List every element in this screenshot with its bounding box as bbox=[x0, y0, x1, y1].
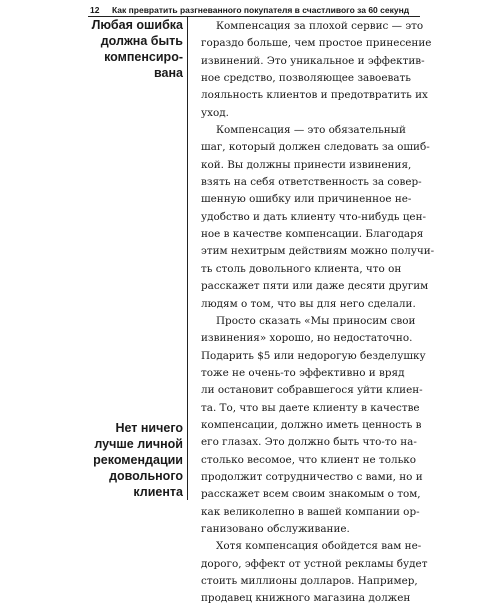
body-line: компенсации, должно иметь ценность в bbox=[201, 418, 422, 431]
body-line: взять на себя ответственность за совер- bbox=[201, 176, 422, 189]
running-header bbox=[90, 4, 420, 16]
body-line: стоить миллионы долларов. Например, bbox=[201, 575, 418, 587]
body-line: ганизовано обслуживание. bbox=[201, 522, 350, 535]
body-line: ное в качестве компенсации. Благодаря bbox=[201, 228, 424, 241]
margin-rule bbox=[187, 16, 188, 500]
sidehead-compensation bbox=[88, 17, 183, 81]
body-line: извинений. Это уникальное и эффектив- bbox=[201, 54, 425, 67]
sidehead-line: рекомендации bbox=[93, 453, 183, 467]
body-line: кой. Вы должны принести извинения, bbox=[201, 158, 412, 171]
sidehead-line: должна быть bbox=[100, 34, 183, 48]
body-line: продавец книжного магазина должен bbox=[201, 592, 411, 605]
sidehead-recommendation bbox=[88, 420, 183, 500]
body-line: людям о том, что вы для него сделали. bbox=[201, 297, 416, 310]
body-line: продолжит сотрудничество с вами, но и bbox=[201, 470, 423, 483]
sidehead-line: клиента bbox=[133, 485, 183, 499]
body-line: этим нехитрым действиям можно получи- bbox=[201, 245, 435, 258]
body-line: его глазах. Это должно быть что-то на- bbox=[201, 436, 417, 449]
sidehead-line: Нет ничего bbox=[115, 421, 183, 435]
body-line: лояльность клиентов и предотвратить их bbox=[201, 89, 428, 102]
body-line: расскажет пяти или даже десяти другим bbox=[201, 280, 429, 293]
body-line: столько весомое, что клиент не только bbox=[201, 453, 417, 466]
body-line: извинения» хорошо, но недостаточно. bbox=[201, 332, 413, 345]
body-line: Просто сказать «Мы приносим свои bbox=[216, 314, 416, 327]
body-line: ли остановит собравшегося уйти клиен- bbox=[201, 384, 423, 397]
page-number: 12 bbox=[90, 5, 100, 15]
body-line: ть столь довольного клиента, что он bbox=[201, 262, 402, 275]
body-line: та. То, что вы даете клиенту в качестве bbox=[201, 401, 420, 414]
body-line: удобство и дать клиенту что-нибудь цен- bbox=[201, 210, 427, 223]
body-line: уход. bbox=[201, 106, 229, 119]
body-line: тоже не очень-то эффективно и вряд bbox=[201, 366, 405, 379]
sidehead-line: компенсиро- bbox=[104, 50, 183, 64]
body-line: шенную ошибку или причиненное не- bbox=[201, 193, 412, 206]
body-line: дорого, эффект от устной рекламы будет bbox=[201, 557, 428, 570]
body-text bbox=[201, 18, 435, 608]
body-line: Компенсация за плохой сервис — это bbox=[216, 20, 424, 32]
body-line: Хотя компенсация обойдется вам не- bbox=[216, 540, 422, 553]
body-line: расскажет всем своим знакомым о том, bbox=[201, 488, 421, 501]
body-line: Подарить $5 или недорогую безделушку bbox=[201, 349, 426, 362]
sidehead-line: Любая ошибка bbox=[91, 18, 183, 32]
sidehead-line: лучше личной bbox=[94, 437, 183, 451]
body-line: Компенсация — это обязательный bbox=[216, 124, 406, 137]
body-line: ное средство, позволяющее завоевать bbox=[201, 72, 411, 85]
sidehead-line: довольного bbox=[109, 469, 183, 483]
body-line: как великолепно в вашей компании ор- bbox=[201, 505, 420, 518]
sidehead-line: вана bbox=[154, 66, 183, 80]
body-line: шаг, который должен следовать за ошиб- bbox=[201, 141, 430, 154]
body-line: гораздо больше, чем простое принесение bbox=[201, 37, 432, 50]
running-title: Как превратить разгневанного покупателя в счастливого за 60 секунд bbox=[112, 5, 410, 15]
